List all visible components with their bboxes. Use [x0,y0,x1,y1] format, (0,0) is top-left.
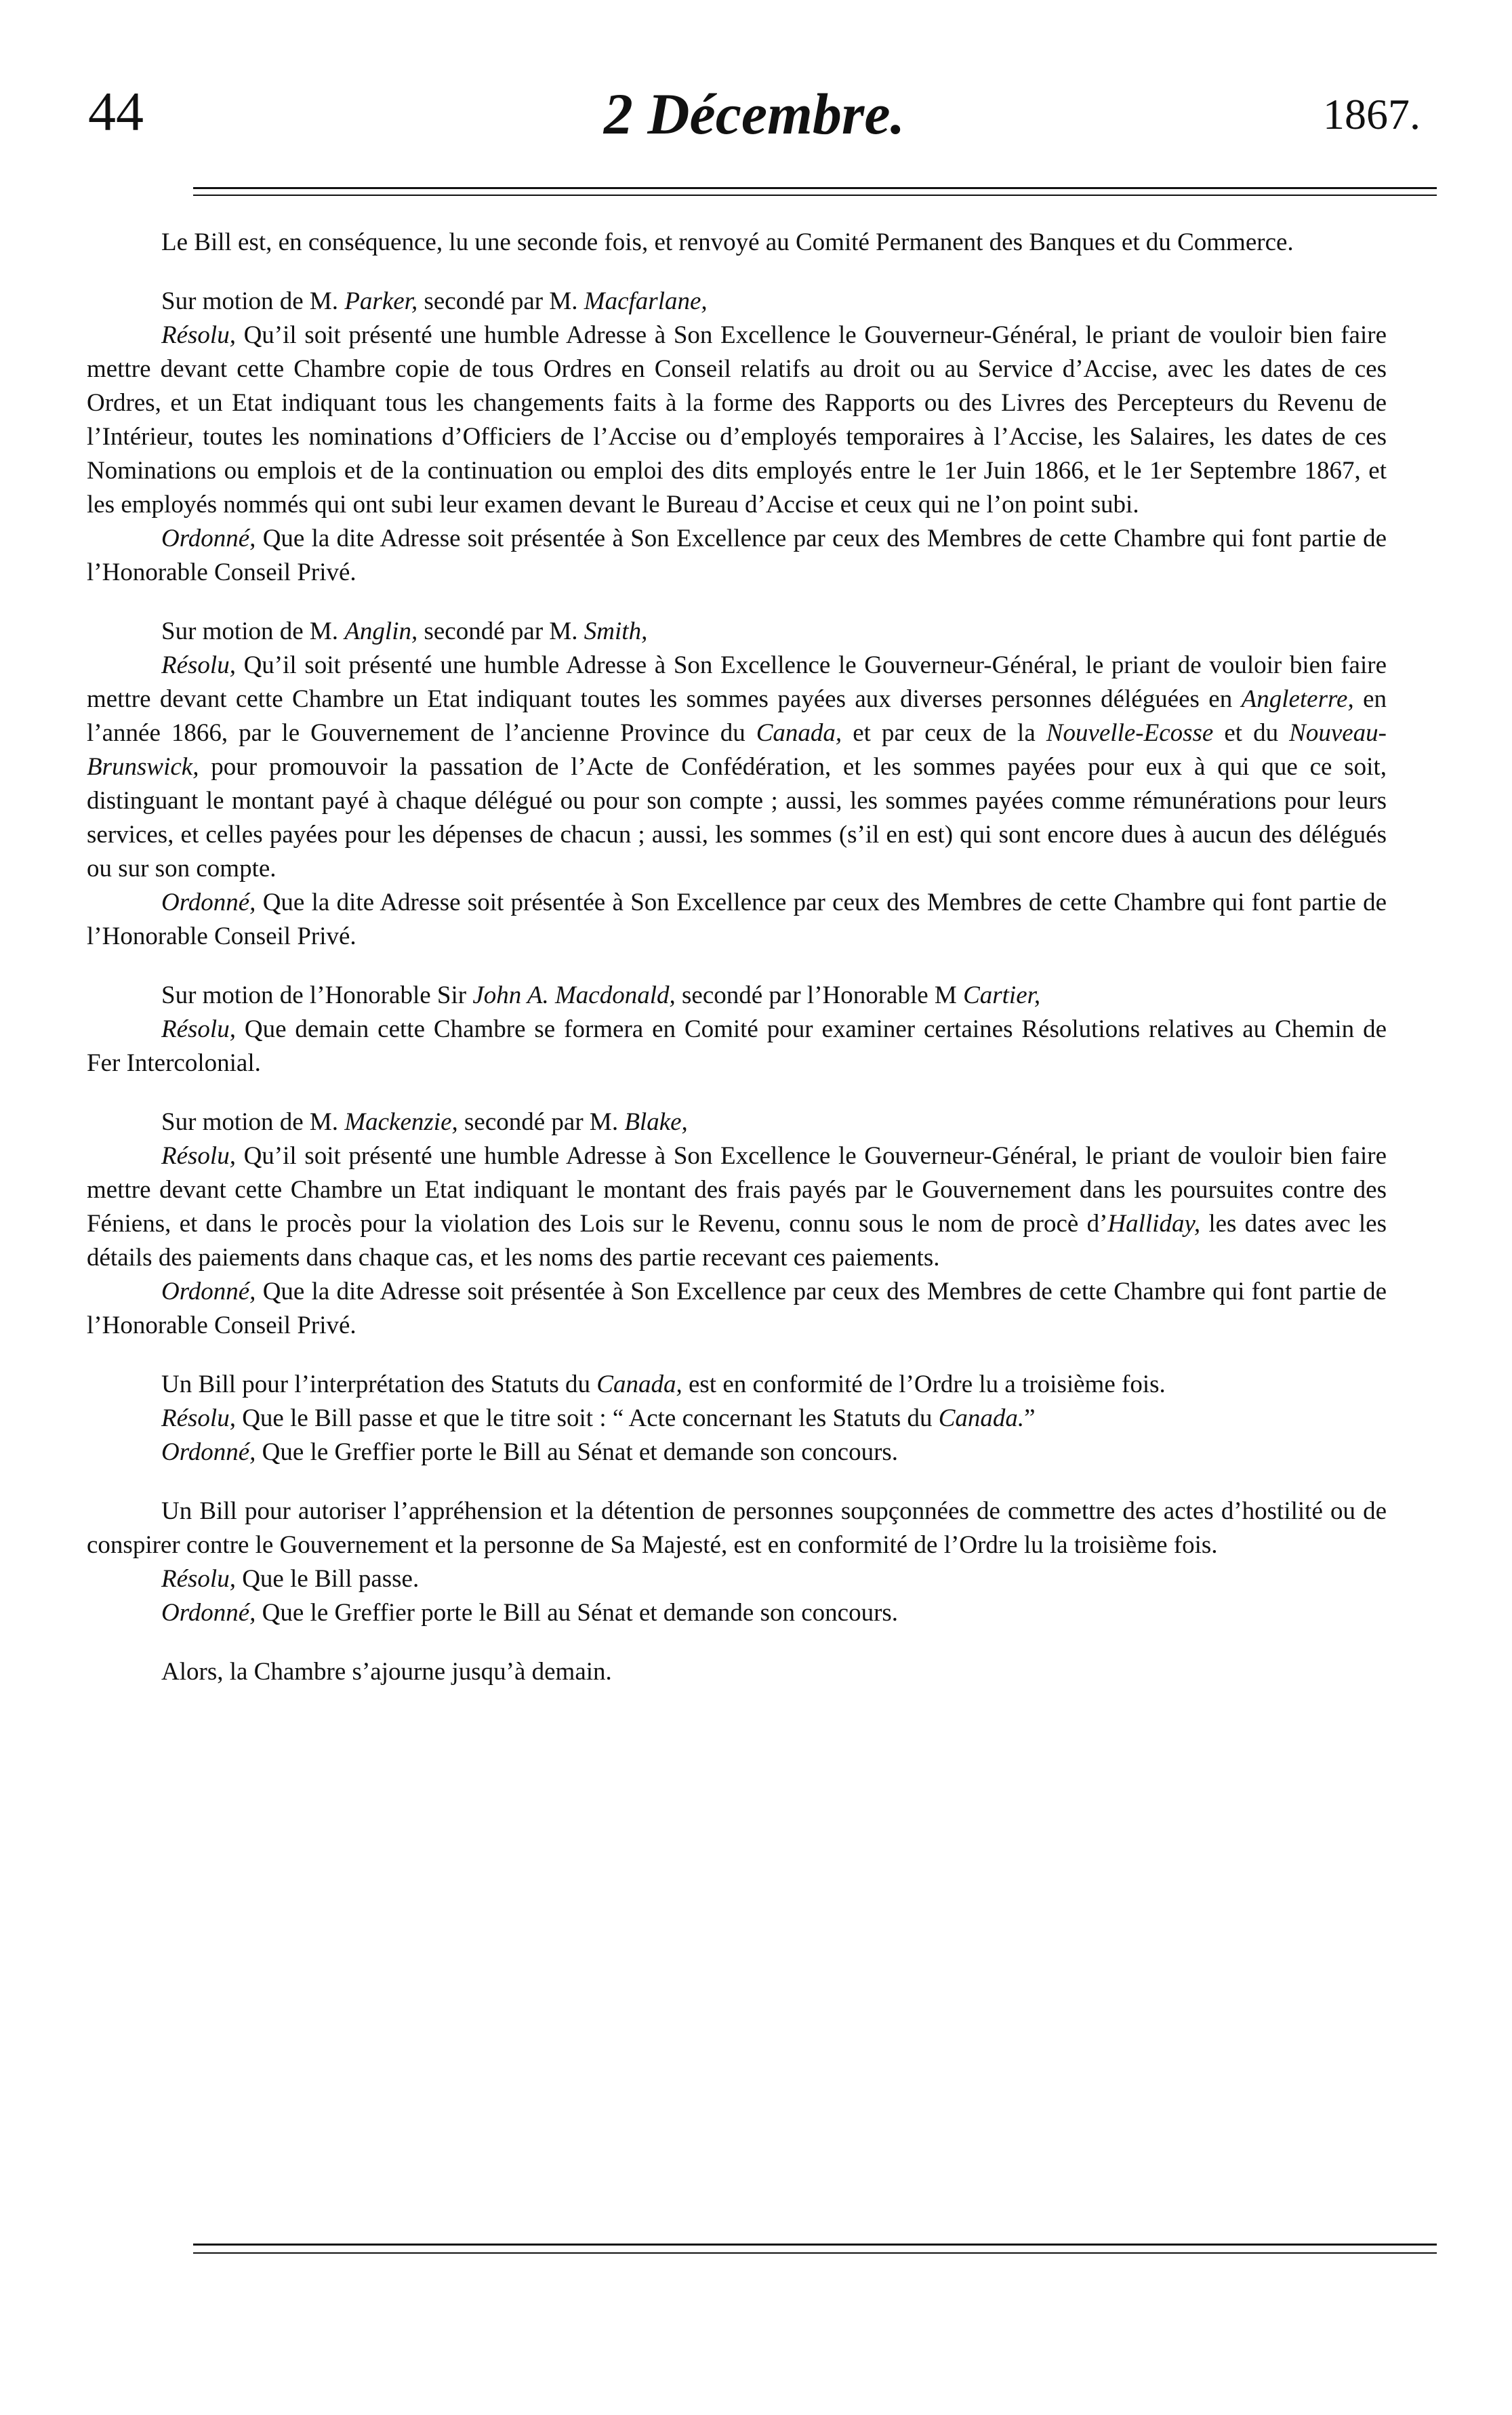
paragraph-p3 [87,319,1387,522]
paragraph-p7 [87,886,1387,954]
italic-text: Macfarlane, [584,287,708,315]
text-run: et du [1213,719,1290,747]
header-rule [193,187,1437,196]
text-run: Un Bill pour l’interprétation des Statuts du [161,1371,597,1398]
text-run: Que demain cette Chambre se formera en Comité pour examiner certaines Résolutions relatives au Chemin de Fer Intercolonial. [87,1015,1387,1077]
text-run: pour promouvoir la passation de l’Acte de Confédération, et les sommes payées pour eux à qui que ce soit, distinguant le montant payé à chaque délégué ou pour son compte ; aussi, les sommes payées comme rémunérations pour leurs services, et celles payées pour les dépenses de chacun ; aussi, les sommes (s’il en est) qui sont encore dues à aucun des délégués ou sur son compte. [87,753,1387,882]
paragraph-p11 [87,1139,1387,1275]
text-run: Sur motion de l’Honorable Sir [161,981,473,1009]
text-run: secondé par M. [457,1108,625,1136]
text-run: Que la dite Adresse soit présentée à Son Excellence par ceux des Membres de cette Chambre qui font partie de l’Honorable Conseil Privé. [87,889,1387,950]
italic-text: Canada, [756,719,842,747]
italic-text: Anglin, [344,617,418,645]
page-number: 44 [88,81,144,142]
text-run: les dates avec les détails des paiements dans chaque cas, et les noms des partie recevant ces paiements. [87,1210,1387,1272]
paragraph-p18 [87,1596,1387,1630]
paragraph-p16 [87,1495,1387,1562]
italic-text: Blake, [624,1108,688,1136]
text-run: secondé par M. [417,617,584,645]
text-run: secondé par l’Honorable M [675,981,964,1009]
text-run: est en conformité de l’Ordre lu a troisième fois. [682,1371,1166,1398]
italic-text: Parker, [344,287,418,315]
paragraph-p8 [87,979,1387,1013]
text-run: Que le Bill passe et que le titre soit : “ Acte concernant les Statuts du [235,1404,939,1432]
paragraph-p12 [87,1275,1387,1343]
italic-text: Mackenzie, [344,1108,458,1136]
italic-text: Résolu, [161,1015,236,1043]
italic-text: Canada. [938,1404,1025,1432]
text-run: Sur motion de M. [161,617,345,645]
paragraph-p9 [87,1013,1387,1080]
text-run: Alors, la Chambre s’ajourne jusqu’à demain. [161,1658,612,1686]
italic-text: Canada, [596,1371,682,1398]
text-run: Que le Greffier porte le Bill au Sénat et demande son concours. [256,1599,899,1627]
footer-rule [193,2244,1437,2254]
italic-text: Résolu, [161,651,236,679]
italic-text: Résolu, [161,1565,236,1593]
header-year: 1867. [1323,90,1421,138]
text-run: Un Bill pour autoriser l’appréhension et la détention de personnes soupçonnées de commettre des actes d’hostilité ou de conspirer contre le Gouvernement et la personne de Sa Majesté, est en conformité de l’Ordre lu la troisième fois. [87,1497,1387,1559]
italic-text: Ordonné, [161,1438,256,1466]
text-run: en l’année 1866, par le Gouvernement de l’ancienne Province du [87,685,1387,747]
body-text [87,226,1387,1689]
text-run: Qu’il soit présenté une humble Adresse à Son Excellence le Gouverneur-Général, le priant de vouloir bien faire mettre devant cette Chambre copie de tous Ordres en Conseil relatifs au droit ou au Service d’Accise, avec les dates de ces Ordres, et un Etat indiquant tous les changements faits à la forme des Rapports ou des Livres des Percepteurs du Revenu de l’Intérieur, toutes les nominations d’Officiers de l’Accise ou d’employés temporaires à l’Accise, les Salaires, les dates de ces Nominations ou emplois et de la continuation ou emploi des dits employés entre le 1er Juin 1866, et le 1er Septembre 1867, et les employés nommés qui ont subi leur examen devant le Bureau d’Accise et ceux qui ne l’on point subi. [87,321,1387,519]
text-run: Sur motion de M. [161,287,345,315]
paragraph-p14 [87,1402,1387,1436]
header-date: 2 Décembre. [603,81,905,146]
text-run: Que le Bill passe. [235,1565,420,1593]
italic-text: Résolu, [161,1142,236,1170]
italic-text: Angleterre, [1241,685,1354,713]
text-run: Que le Greffier porte le Bill au Sénat et demande son concours. [256,1438,899,1466]
paragraph-p5 [87,615,1387,649]
italic-text: Ordonné, [161,525,256,552]
italic-text: Résolu, [161,1404,236,1432]
text-run: Qu’il soit présenté une humble Adresse à Son Excellence le Gouverneur-Général, le priant de vouloir bien faire mettre devant cette Chambre un Etat indiquant toutes les sommes payées aux diverses personnes déléguées en [87,651,1387,713]
text-run: Que la dite Adresse soit présentée à Son Excellence par ceux des Membres de cette Chambre qui font partie de l’Honorable Conseil Privé. [87,1278,1387,1339]
italic-text: John A. Macdonald, [472,981,676,1009]
italic-text: Cartier, [963,981,1041,1009]
italic-text: Nouveau-Brunswick, [87,719,1387,781]
text-run: Que la dite Adresse soit présentée à Son Excellence par ceux des Membres de cette Chambre qui font partie de l’Honorable Conseil Privé. [87,525,1387,586]
italic-text: Nouvelle-Ecosse [1046,719,1214,747]
italic-text: Ordonné, [161,889,256,916]
text-run: Sur motion de M. [161,1108,345,1136]
paragraph-p10 [87,1105,1387,1139]
page-header [88,80,1421,148]
text-run: Le Bill est, en conséquence, lu une seconde fois, et renvoyé au Comité Permanent des Banques et du Commerce. [161,228,1294,256]
italic-text: Résolu, [161,321,236,349]
text-run: secondé par M. [417,287,584,315]
paragraph-p15 [87,1436,1387,1469]
text-run: Qu’il soit présenté une humble Adresse à Son Excellence le Gouverneur-Général, le priant de vouloir bien faire mettre devant cette Chambre un Etat indiquant le montant des frais payés par le Gouvernement dans les poursuites contre des Féniens, et dans le procès pour la violation des Lois sur le Revenu, connu sous le nom de procè d’ [87,1142,1387,1238]
italic-text: Ordonné, [161,1278,256,1305]
text-run: ” [1024,1404,1036,1432]
paragraph-p17 [87,1562,1387,1596]
italic-text: Halliday, [1107,1210,1201,1238]
paragraph-p19 [87,1655,1387,1689]
text-run: et par ceux de la [842,719,1046,747]
paragraph-p6 [87,649,1387,886]
italic-text: Smith, [584,617,648,645]
paragraph-p2 [87,285,1387,319]
paragraph-p4 [87,522,1387,590]
paragraph-p1 [87,226,1387,260]
paragraph-p13 [87,1368,1387,1402]
italic-text: Ordonné, [161,1599,256,1627]
